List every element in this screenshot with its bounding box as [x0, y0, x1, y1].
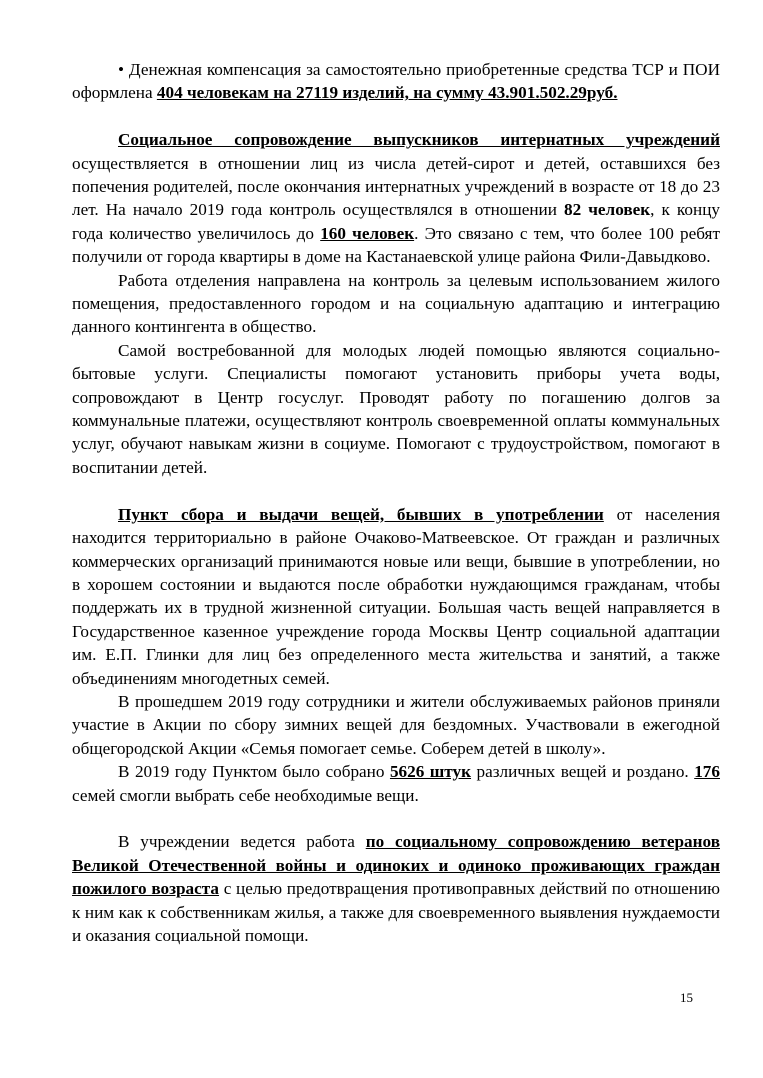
families-count: 176 — [694, 762, 720, 782]
compensation-paragraph: • Денежная компенсация за самостоятельно приобретенные средства ТСР и ПОИ оформлена 404 человекам на 27119 изделий, на сумму 43.901.502.29руб. — [72, 60, 720, 103]
spacer — [72, 105, 720, 128]
collection-point-paragraph: Пункт сбора и выдачи вещей, бывших в употреблении от населения находится территориально в районе Очаково-Матвеевское. От граждан и различных коммерческих организаций принимаются новые или вещи, бывшие в употреблении, но в хорошем состоянии и выдаются после обработки нуждающимся гражданам, чтобы поддержать их в трудной жизненной ситуации. Большая часть вещей направляется в Государственное казенное учреждение города Москвы Центр социальной адаптации им. Е.П. Глинки для лиц без определенного места жительства и занятий, а также объединениям многодетных семей. — [72, 504, 720, 688]
collection-point-heading: Пункт сбора и выдачи вещей, бывших в употреблении — [118, 504, 604, 524]
compensation-summary: 404 человекам на 27119 изделий, на сумму 43.901.502.29руб. — [156, 83, 618, 103]
bullet: • — [118, 60, 125, 79]
items-collected: 5626 штук — [389, 762, 472, 782]
graduates-heading: Социальное сопровождение выпускников интернатных учреждений — [118, 130, 720, 150]
graduates-work-paragraph: Работа отделения направлена на контроль за целевым использованием жилого помещения, предоставленного городом и на социальную адаптацию и интеграцию данного контингента в общество. — [72, 270, 720, 337]
collection-results-paragraph: В 2019 году Пунктом было собрано 5626 штук различных вещей и роздано. 176 семей смогли выбрать себе необходимые вещи. — [72, 762, 720, 805]
document-body — [72, 58, 720, 947]
graduates-count-end: 160 человек — [320, 223, 415, 243]
collection-actions-paragraph: В прошедшем 2019 году сотрудники и жители обслуживаемых районов приняли участие в Акции по сбору зимних вещей для бездомных. Участвовали в ежегодной общегородской Акции «Семья помогает семье. Соберем детей в школу». — [72, 691, 720, 758]
graduates-paragraph: Социальное сопровождение выпускников интернатных учреждений осуществляется в отношении лиц из числа детей-сирот и детей, оставшихся без попечения родителей, после окончания интернатных учреждений в возрасте от 18 до 23 лет. На начало 2019 года контроль осуществлялся в отношении 82 человек, к концу года количество увеличилось до 160 человек. Это связано с тем, что более 100 ребят получили от города квартиры в доме на Кастанаевской улице района Фили-Давыдково. — [72, 130, 720, 267]
graduates-services-paragraph: Самой востребованной для молодых людей помощью являются социально-бытовые услуги. Специалисты помогают установить приборы учета воды, сопровождают в Центр госуслуг. Проводят работу по погашению долгов за коммунальные платежи, осуществляют контроль своевременной оплаты коммунальных услуг, обучают навыкам жизни в социуме. Помогают с трудоустройством, помогают в воспитании детей. — [72, 340, 720, 477]
veterans-paragraph: В учреждении ведется работа по социальному сопровождению ветеранов Великой Отечественной войны и одиноких и одиноко проживающих граждан пожилого возраста с целью предотвращения противоправных действий по отношению к ним как к собственникам жилья, а также для своевременного выявления нуждаемости и оказания социальной помощи. — [72, 832, 720, 945]
spacer — [72, 807, 720, 830]
veterans-heading: по социальному сопровождению ветеранов Великой Отечественной войны и одиноких и одиноко проживающих граждан пожилого возраста — [72, 832, 720, 899]
graduates-count-start: 82 человек — [563, 200, 651, 220]
spacer — [72, 479, 720, 502]
page-number: 15 — [680, 990, 693, 1005]
